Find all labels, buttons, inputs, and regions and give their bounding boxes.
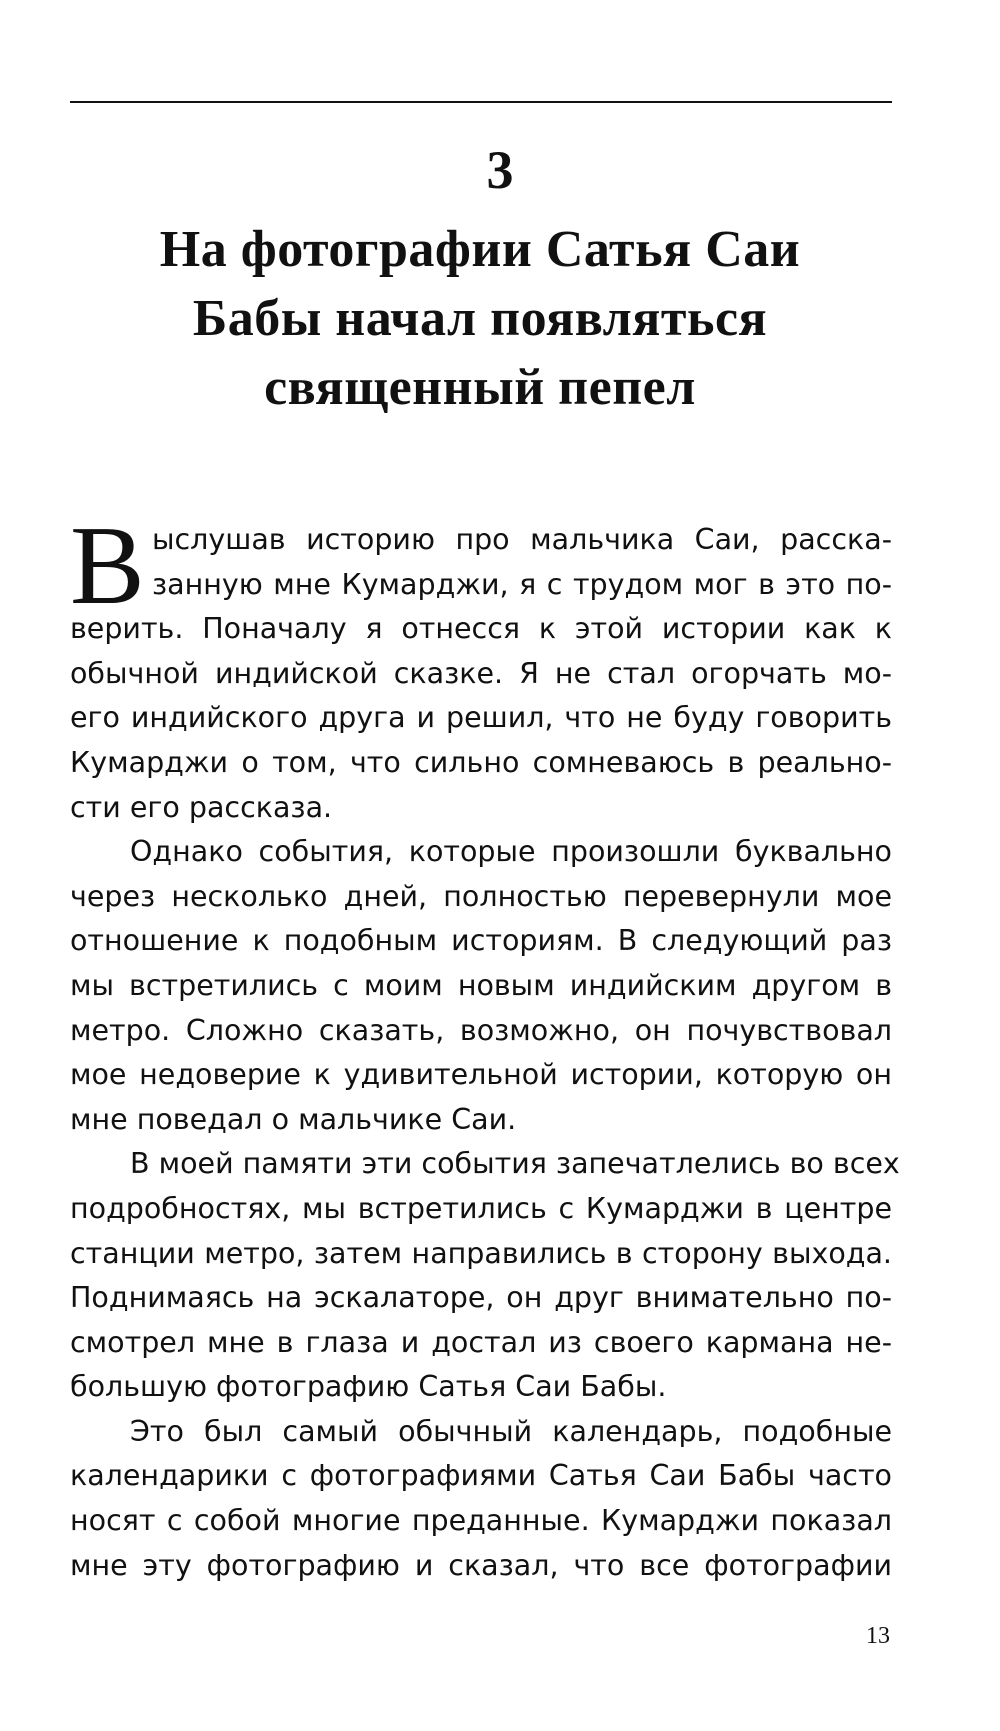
page-number: 13: [866, 1623, 890, 1649]
chapter-title: [60, 215, 900, 422]
top-rule: [70, 101, 892, 103]
paragraph: [70, 1142, 900, 1410]
text-line: Это был самый обычный календарь, подобные: [130, 1414, 892, 1448]
text-line: мне поведал о мальчике Саи.: [70, 1102, 517, 1136]
chapter-title-line: Бабы начал появляться: [192, 290, 768, 347]
text-line: смотрел мне в глаза и достал из своего кармана не-: [70, 1325, 892, 1359]
chapter-number: 3: [486, 140, 514, 200]
text-line: его индийского друга и решил, что не буду говорить: [70, 701, 892, 735]
text-line: Кумарджи о том, что сильно сомневаюсь в реально-: [70, 745, 892, 779]
text-line: ыслушав историю про мальчика Саи, расска-: [152, 523, 892, 556]
text-line: Однако события, которые произошли буквально: [130, 835, 892, 869]
text-line: обычной индийской сказке. Я не стал огорчать мо-: [70, 656, 892, 690]
chapter-title-line: На фотографии Сатья Саи: [159, 221, 801, 278]
text-line: Поднимаясь на эскалаторе, он друг внимательно по-: [70, 1281, 892, 1315]
text-line: станции метро, затем направились в сторону выхода.: [70, 1236, 892, 1270]
text-line: метро. Сложно сказать, возможно, он почувствовал: [70, 1013, 892, 1047]
text-line: В моей памяти эти события запечатлелись во всех: [130, 1147, 900, 1181]
text-line: носят с собой многие преданные. Кумарджи показал: [70, 1504, 892, 1538]
paragraph: [70, 1410, 892, 1588]
text-line: мне эту фотографию и сказал, что все фотографии: [70, 1548, 892, 1582]
text-line: отношение к подобным историям. В следующий раз: [70, 924, 892, 958]
paragraph: [70, 830, 892, 1142]
text-line: сти его рассказа.: [70, 790, 333, 824]
text-line: занную мне Кумарджи, я с трудом мог в это по-: [152, 567, 892, 601]
chapter-title-line: священный пепел: [264, 359, 696, 416]
text-line: верить. Поначалу я отнесся к этой истории как к: [70, 612, 892, 646]
text-line: мое недоверие к удивительной истории, которую он: [70, 1058, 892, 1092]
text-line: календарики с фотографиями Сатья Саи Бабы часто: [70, 1459, 892, 1493]
text-line: подробностях, мы встретились с Кумарджи в центре: [70, 1191, 892, 1225]
paragraph: [70, 504, 892, 830]
text-line: через несколько дней, полностью перевернули мое: [70, 879, 892, 913]
text-line: большую фотографию Сатья Саи Бабы.: [70, 1370, 667, 1404]
text-line: мы встретились с моим новым индийским другом в: [70, 968, 892, 1002]
drop-cap: В: [70, 504, 145, 628]
body-text: [70, 504, 900, 1588]
